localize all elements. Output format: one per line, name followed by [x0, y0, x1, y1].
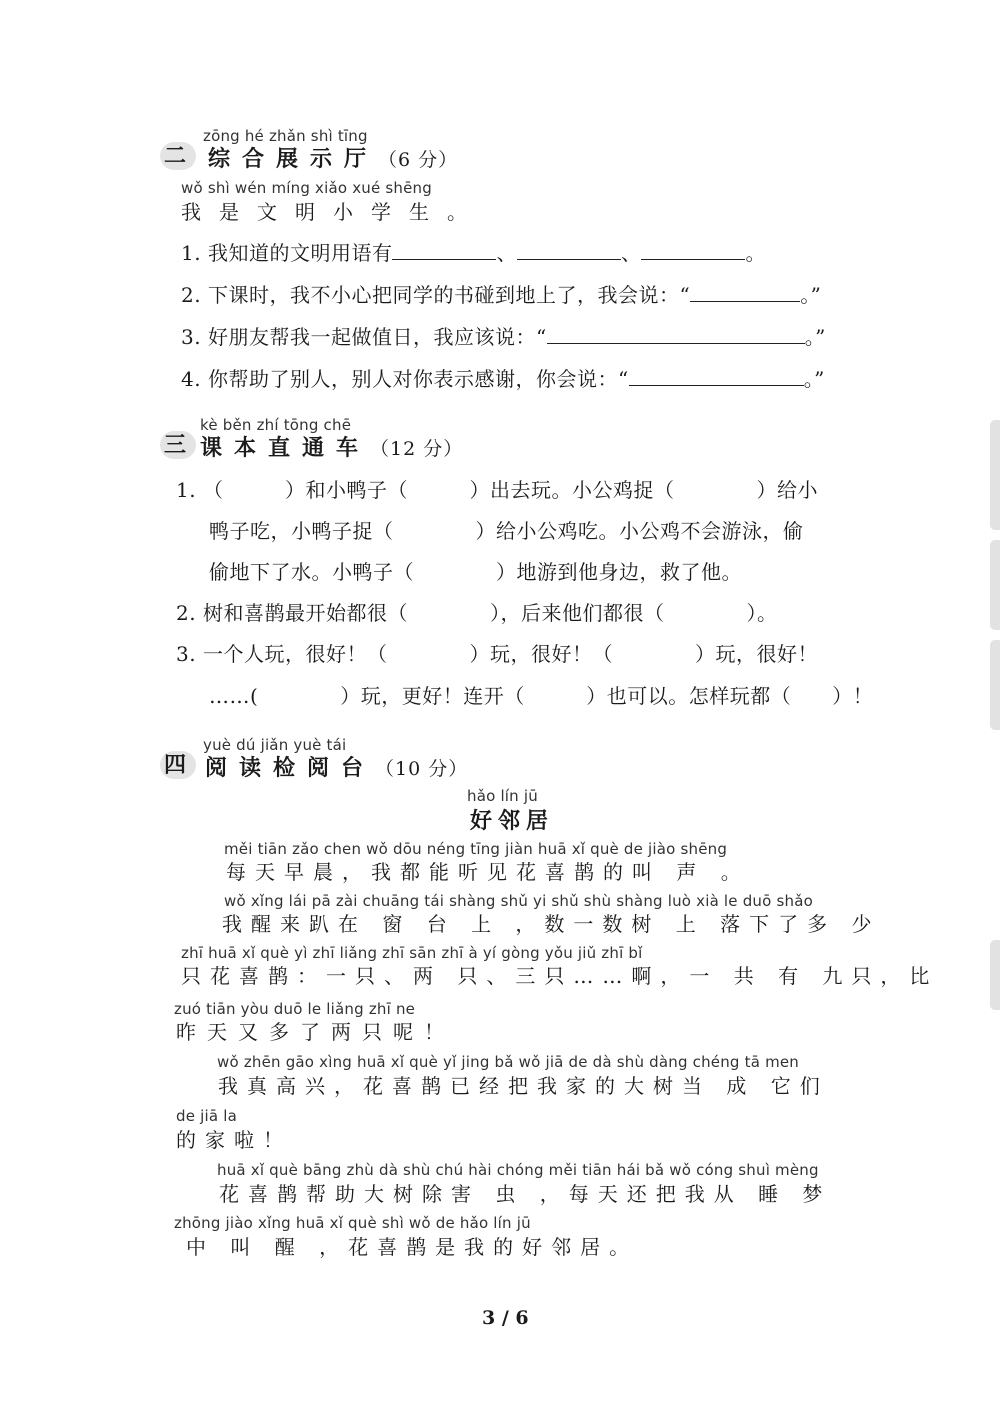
reading-text: 我醒来趴在 窗 台 上 ，数一数树 上 落下了多 少	[222, 912, 881, 936]
reading-pinyin: zhōng jiào xǐng huā xǐ què shì wǒ de hǎo lín jū	[174, 1214, 531, 1232]
answer-blank[interactable]	[690, 283, 800, 302]
section2-score: （6 分）	[378, 149, 459, 171]
q-end: 。	[745, 241, 766, 265]
section2-q1	[181, 237, 766, 266]
q-text: 你帮助了别人，别人对你表示感谢，你会说：“	[207, 367, 629, 391]
reading-text: 只花喜鹊：一只、两 只、三只……啊，一 共 有 九只，比	[181, 964, 939, 988]
section4-pinyin: yuè dú jiǎn yuè tái	[203, 736, 347, 754]
reading-text: 花喜鹊帮助大树除害 虫 ，每天还把我从 睡 梦	[219, 1182, 832, 1206]
section2-title	[208, 142, 458, 173]
section3-title	[200, 431, 463, 462]
q-text: 下课时，我不小心把同学的书碰到地上了，我会说：“	[207, 283, 691, 307]
page-number: 3 / 6	[482, 1307, 529, 1329]
section2-sub-pinyin: wǒ shì wén míng xiǎo xué shēng	[181, 179, 432, 197]
section3-q1-line2: 鸭子吃，小鸭子捉（ ）给小公鸡吃。小公鸡不会游泳，偷	[209, 519, 804, 543]
q-number: 4.	[181, 367, 202, 391]
section2-badge: 二	[160, 142, 196, 170]
q-text: 我知道的文明用语有	[207, 241, 393, 265]
scan-edge-shadow	[990, 540, 1000, 630]
answer-blank[interactable]	[547, 325, 805, 344]
reading-pinyin: huā xǐ què bāng zhù dà shù chú hài chóng měi tiān hái bǎ wǒ cóng shuì mèng	[217, 1161, 819, 1179]
story-title: 好邻居	[470, 808, 555, 834]
answer-blank[interactable]	[517, 241, 621, 260]
reading-pinyin: de jiā la	[176, 1107, 237, 1125]
q-end: 。”	[804, 325, 826, 349]
q-number: 2.	[181, 283, 202, 307]
q-end: 。”	[800, 283, 822, 307]
section2-q3	[181, 321, 826, 350]
reading-pinyin: měi tiān zǎo chen wǒ dōu néng tīng jiàn huā xǐ què de jiào shēng	[224, 840, 728, 858]
q-number: 3.	[181, 325, 202, 349]
reading-pinyin: zhī huā xǐ què yì zhī liǎng zhī sān zhī à yí gòng yǒu jiǔ zhī bǐ	[181, 944, 643, 962]
section2-pinyin: zōng hé zhǎn shì tīng	[203, 127, 368, 145]
reading-pinyin: zuó tiān yòu duō le liǎng zhī ne	[174, 1000, 416, 1018]
reading-text: 的家啦！	[176, 1128, 292, 1152]
section3-q3-line2: ……( ）玩，更好！连开（ ）也可以。怎样玩都（ ）！	[209, 684, 874, 708]
q-end: 。”	[803, 367, 825, 391]
answer-blank[interactable]	[629, 367, 804, 386]
reading-text: 每天早晨，我都能听见花喜鹊的叫 声 。	[226, 860, 750, 884]
section3-q1-line3: 偷地下了水。小鸭子（ ）地游到他身边，救了他。	[209, 560, 742, 584]
section4-score: （10 分）	[375, 758, 469, 780]
reading-text: 昨天又多了两只呢！	[176, 1020, 455, 1044]
answer-blank[interactable]	[392, 241, 496, 260]
section3-q3-line1: 3. 一个人玩，很好！（ ）玩，很好！（ ）玩，很好！	[176, 642, 818, 666]
section2-q2	[181, 279, 821, 308]
scan-edge-shadow	[990, 420, 1000, 530]
section3-title-text: 课本直通车	[200, 435, 371, 461]
q-sep: 、	[620, 241, 642, 265]
answer-blank[interactable]	[641, 241, 745, 260]
reading-pinyin: wǒ zhēn gāo xìng huā xǐ què yǐ jing bǎ wǒ jiā de dà shù dàng chéng tā men	[217, 1053, 800, 1071]
section4-title-text: 阅读检阅台	[205, 755, 376, 781]
section4-badge: 四	[160, 751, 196, 779]
section4-title	[205, 751, 468, 782]
story-pinyin: hǎo lín jū	[467, 787, 538, 805]
section3-q1-line1: 1. （ ）和小鸭子（ ）出去玩。小公鸡捉（ ）给小	[176, 478, 818, 502]
section3-badge: 三	[160, 431, 196, 459]
section2-q4	[181, 363, 825, 392]
reading-text: 中 叫 醒 ，花喜鹊是我的好邻居。	[186, 1235, 639, 1259]
scan-edge-shadow	[990, 640, 1000, 730]
section2-sub-title	[181, 196, 485, 225]
reading-text: 我真高兴，花喜鹊已经把我家的大树当 成 它们	[218, 1074, 829, 1098]
section3-pinyin: kè běn zhí tōng chē	[200, 416, 352, 434]
section3-q2: 2. 树和喜鹊最开始都很（ ），后来他们都很（ ）。	[176, 601, 778, 625]
section2-sub-end: 。	[447, 200, 485, 224]
q-number: 1.	[181, 241, 202, 265]
q-text: 好朋友帮我一起做值日，我应该说：“	[207, 325, 547, 349]
section2-sub-title-text: 我是文明小学生	[181, 200, 447, 224]
section3-score: （12 分）	[370, 438, 464, 460]
section2-title-text: 综合展示厅	[208, 146, 379, 172]
reading-pinyin: wǒ xǐng lái pā zài chuāng tái shàng shǔ yi shǔ shù shàng luò xià le duō shǎo	[224, 892, 813, 910]
scan-edge-shadow	[990, 940, 1000, 1010]
q-sep: 、	[496, 241, 517, 265]
